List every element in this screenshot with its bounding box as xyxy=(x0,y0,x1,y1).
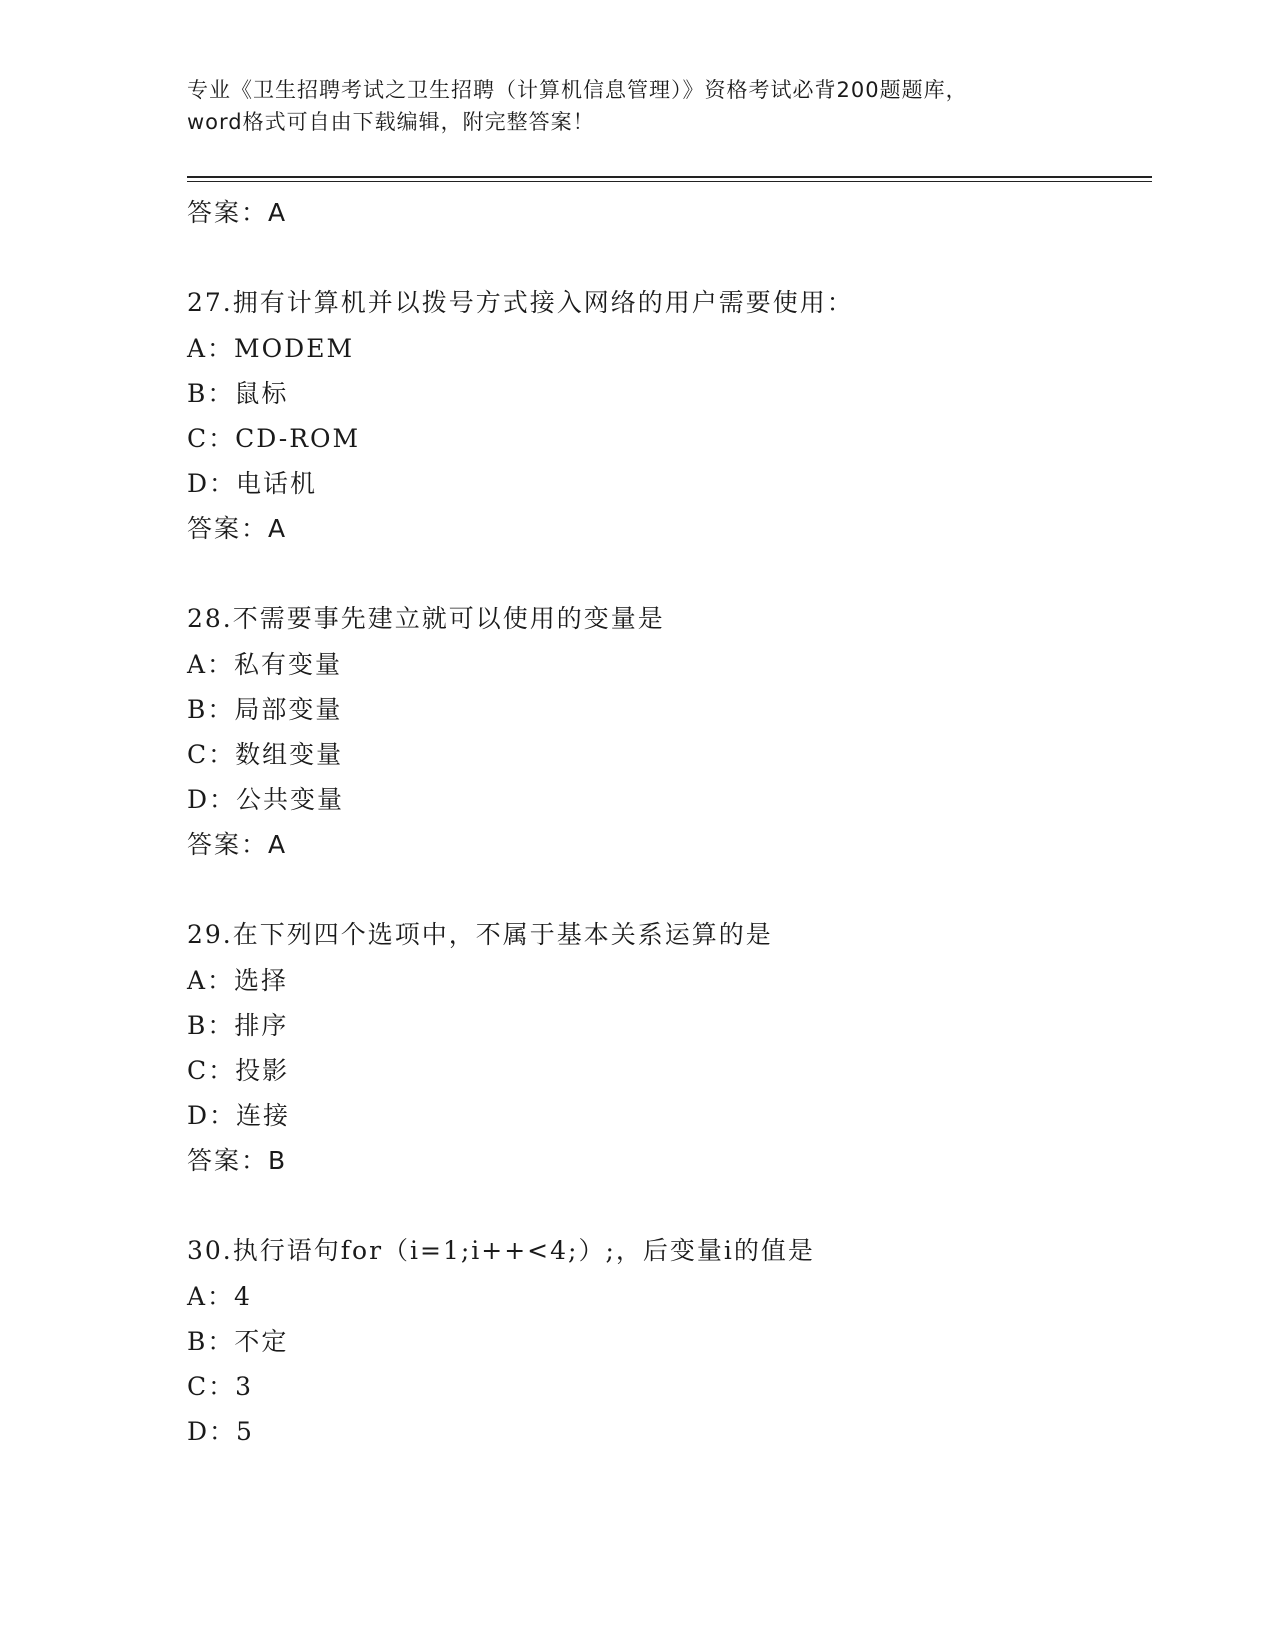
question-28 xyxy=(187,596,1152,868)
option-d: D：5 xyxy=(187,1417,254,1446)
previous-answer: 答案：A xyxy=(187,198,288,227)
question-answer: 答案：A xyxy=(187,514,288,543)
option-a: A：MODEM xyxy=(187,334,355,363)
header-title-line1: 专业《卫生招聘考试之卫生招聘（计算机信息管理）》资格考试必背200题题库， xyxy=(187,78,968,102)
option-b: B：鼠标 xyxy=(187,379,289,408)
option-a: A：私有变量 xyxy=(187,650,343,679)
option-b: B：排序 xyxy=(187,1011,289,1040)
question-answer: 答案：B xyxy=(187,1146,288,1175)
question-stem: 29.在下列四个选项中，不属于基本关系运算的是 xyxy=(187,920,773,949)
question-30 xyxy=(187,1228,1152,1454)
option-b: B：局部变量 xyxy=(187,695,343,724)
option-a: A：4 xyxy=(187,1282,252,1311)
header-divider-thick xyxy=(187,176,1152,178)
document-header xyxy=(187,74,1087,138)
option-c: C：数组变量 xyxy=(187,740,344,769)
header-title-line2: word格式可自由下载编辑，附完整答案！ xyxy=(187,110,595,134)
option-d: D：公共变量 xyxy=(187,785,345,814)
option-c: C：3 xyxy=(187,1372,254,1401)
question-stem: 28.不需要事先建立就可以使用的变量是 xyxy=(187,604,665,633)
question-27 xyxy=(187,280,1152,552)
question-stem: 27.拥有计算机并以拨号方式接入网络的用户需要使用： xyxy=(187,288,854,317)
question-answer: 答案：A xyxy=(187,830,288,859)
question-list xyxy=(187,190,1152,1454)
option-a: A：选择 xyxy=(187,966,289,995)
option-c: C：投影 xyxy=(187,1056,290,1085)
option-d: D：电话机 xyxy=(187,469,318,498)
header-divider-thin xyxy=(187,181,1152,182)
option-c: C：CD-ROM xyxy=(187,424,361,453)
option-b: B：不定 xyxy=(187,1327,289,1356)
question-29 xyxy=(187,912,1152,1184)
question-stem: 30.执行语句for（i=1;i++<4;）;，后变量i的值是 xyxy=(187,1236,815,1265)
option-d: D：连接 xyxy=(187,1101,291,1130)
